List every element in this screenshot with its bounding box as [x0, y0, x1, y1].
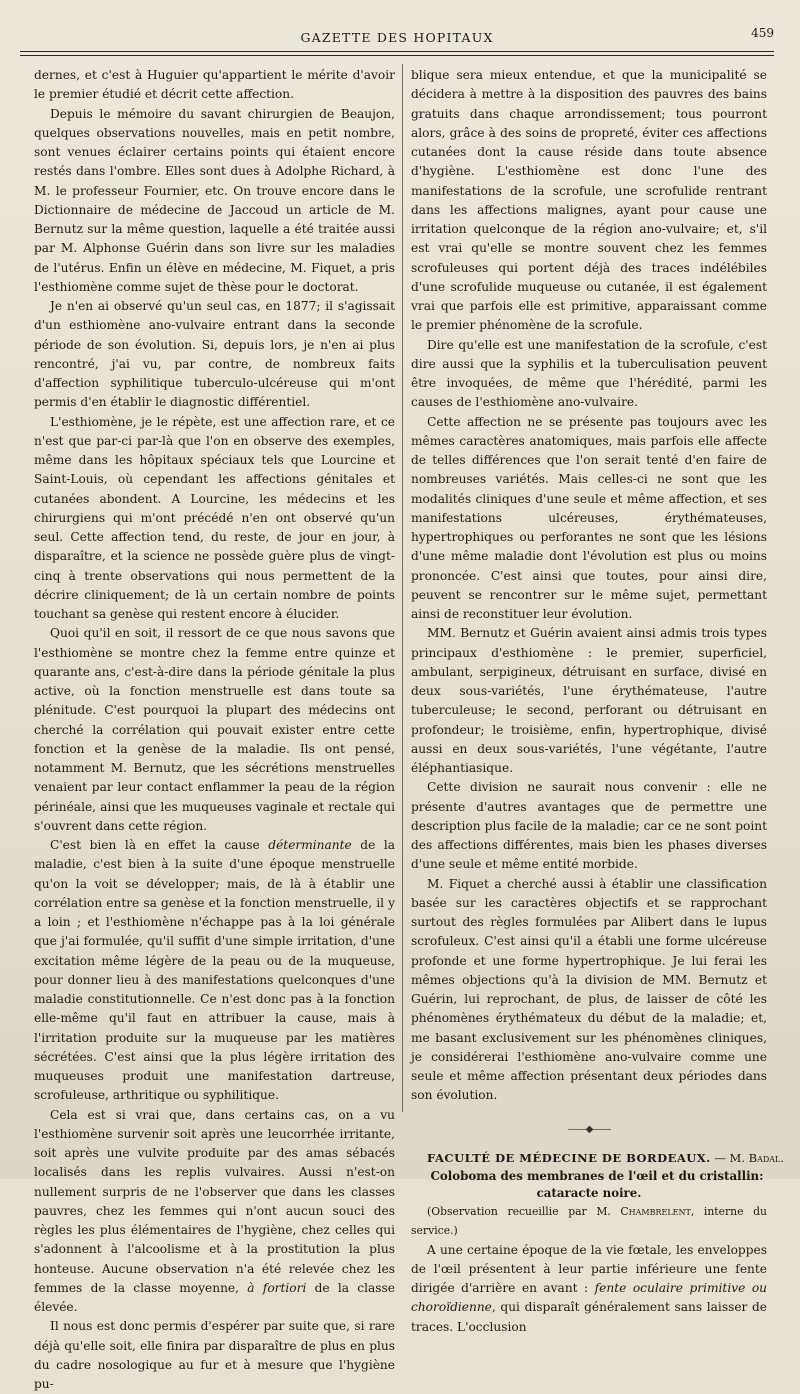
- header-rule: [20, 51, 774, 52]
- author-name: Chambrelent: [620, 1205, 691, 1218]
- paragraph: MM. Bernutz et Guérin avaient ainsi admis trois types principaux d'esthiomène : le premier, superficiel, ambulant, serpigineux, détruisant en surface, divisé en deux sous-variétés, l'une érythémateuse, l'autre tuberculeuse; le second, perforant ou détruisant en profondeur; le troisième, enfin, hypertrophique, divisé aussi en deux sous-variétés, l'une végétante, l'autre éléphantiasique.: [411, 626, 767, 775]
- paragraph: Je n'en ai observé qu'un seul cas, en 1877; il s'agissait d'un esthiomène ano-vulvaire entrant dans la seconde période de son évolution. Si, depuis lors, je n'en ai plus rencontré, j'ai vu, par contre, de nombreux faits d'affection syphilitique tuberculo-ulcéreuse qui m'ont permis d'en établir le diagnostic différentiel.: [34, 299, 395, 410]
- italic-text: fente oculaire primitive ou choroïdienne: [411, 1281, 768, 1315]
- text-run: C'est bien là en effet la cause: [50, 838, 269, 852]
- page-number: 459: [751, 26, 774, 40]
- paragraph: blique sera mieux entendue, et que la municipalité se décidera à mettre à la disposition des pauvres des bains gratuits dans chaque arrondissement; tous pourront alors, grâce à des soins de propreté, éviter ces affections cutanées dont la cause réside dans toute absence d'hygiène. L'esthiomène est donc l'une des manifestations de la scrofule, une scrofulide rentrant dans les affections malignes, ayant pour cause une irritation quelconque de la région ano-vulvaire; et, s'il est vrai qu'elle se montre souvent chez les femmes scrofuleuses qui portent déjà des traces indélébiles d'une scrofulide muqueuse ou cutanée, il est également vrai que parfois elle est primitive, apparaissant comme le premier phénomène de la scrofule.: [411, 68, 767, 333]
- article-title: Coloboma des membranes de l'œil et du cristallin: cataracte noire.: [430, 1169, 764, 1200]
- section-heading: [411, 1149, 785, 1168]
- paragraph: Cette affection ne se présente pas toujours avec les mêmes caractères anatomiques, mais parfois elle affecte de telles différences que l'on serait tenté d'en faire de nombreuses variétés. Mais celles-ci ne sont que les modalités cliniques d'une seule et même affection, et ses manifestations ulcéreuses, érythémateuses, hypertrophiques ou perforantes ne sont que les lésions d'une même maladie dont l'évolution est plus ou moins prononcée. C'est ainsi que toutes, pour ainsi dire, peuvent se rencontrer sur le même sujet, permettant ainsi de reconstituer leur évolution.: [411, 414, 767, 621]
- right-column: [411, 66, 785, 1337]
- faculty-name: FACULTÉ DE MÉDECINE DE BORDEAUX.: [427, 1150, 711, 1165]
- paragraph: L'esthiomène, je le répète, est une affection rare, et ce n'est que par-ci par-là que l'on en observe des exemples, même dans les hôpitaux spéciaux tels que Lourcine et Saint-Louis, où cependant les affections génitales et cutanées abondent. A Lourcine, les médecins et les chirurgiens qui m'ont précédé n'en ont observé qu'un seul. Cette affection tend, du reste, de jour en jour, à disparaître, et la science ne possède guère plus de vingt-cinq à trente observations qui nous permettent de la décrire cliniquement; de là un certain nombre de points touchant sa genèse qui restent encore à élucider.: [34, 414, 395, 621]
- paragraph: [34, 1106, 395, 1318]
- left-column: [34, 66, 395, 1394]
- paragraph: Dire qu'elle est une manifestation de la scrofule, c'est dire aussi que la syphilis et la tuberculisation peuvent être invoquées, de même que l'hérédité, parmi les causes de l'esthiomène ano-vulvaire.: [411, 337, 767, 410]
- page-header: [20, 26, 774, 54]
- text-run: , qui disparaît généralement sans laisser de traces. L'occlusion: [411, 1300, 767, 1334]
- paragraph: Quoi qu'il en soit, il ressort de ce que nous savons que l'esthiomène se montre chez la femme entre quinze et quarante ans, c'est-à-dire dans la période génitale la plus active, où la fonction menstruelle est dans toute sa plénitude. C'est pourquoi la plupart des médecins ont cherché la corrélation qui pouvait exister entre cette fonction et la genèse de la maladie. Ils ont pensé, notamment M. Bernutz, que les sécrétions menstruelles venaient par leur contact enflammer la peau de la région périnéale, ainsi que les muqueuses vaginale et rectale qui s'ouvrent dans cette région.: [34, 626, 395, 833]
- running-title: GAZETTE DES HOPITAUX: [300, 30, 494, 45]
- paragraph: M. Fiquet a cherché aussi à établir une classification basée sur les caractères objectifs et se rapprochant surtout des règles formulées par Alibert dans le lupus scrofuleux. C'est ainsi qu'il a établi une forme ulcéreuse profonde et une forme hypertrophique. Je lui ferai les mêmes objections qu'à la division de MM. Bernutz et Guérin, lui reprochant, de plus, de laisser de côté les phénomènes érythémateux du début de la maladie; et, me basant exclusivement sur les phénomènes cliniques, je considérerai l'esthiomène ano-vulvaire comme une seule et même affection présentant deux périodes dans son évolution.: [411, 876, 767, 1103]
- text-run: (Observation recueillie par M.: [427, 1205, 621, 1218]
- header-rule-thin: [20, 55, 774, 56]
- paragraph: Depuis le mémoire du savant chirurgien de Beaujon, quelques observations nouvelles, mais en petit nombre, sont venues éclairer certains points qui étaient encore restés dans l'ombre. Elles sont dues à Adolphe Richard, à M. le professeur Fournier, etc. On trouve encore dans le Dictionnaire de médecine de Jaccoud un article de M. Bernutz sur la même question, laquelle a été traitée aussi par M. Alphonse Guérin dans son livre sur les maladies de l'utérus. Enfin un élève en médecine, M. Fiquet, a pris l'esthiomène comme sujet de thèse pour le doctorat.: [34, 106, 395, 294]
- professor-name: — M. Badal.: [710, 1150, 785, 1165]
- section-ornament: ——◆——: [567, 1123, 611, 1135]
- text-run: de la classe élevée.: [34, 1280, 396, 1314]
- italic-text: à fortiori: [247, 1280, 307, 1295]
- paragraph: Il nous est donc permis d'espérer par suite que, si rare déjà qu'elle soit, elle finira par disparaître de plus en plus du cadre nosologique au fur et à mesure que l'hygiène pu-: [34, 1319, 395, 1391]
- paragraph: [411, 1241, 767, 1337]
- paragraph: [34, 836, 395, 1106]
- text-run: , interne du service.): [411, 1205, 767, 1238]
- column-divider: [402, 64, 403, 1112]
- article-note: [411, 1202, 767, 1241]
- italic-text: déterminante: [268, 838, 352, 852]
- text-run: de la maladie, c'est bien à la suite d'une époque menstruelle qu'on la voit se développer; mais, de là à établir une corrélation entre sa genèse et la fonction menstruelle, il y a loin ; et l'esthiomène n'échappe pas à la loi générale que j'ai formulée, qu'il suffit d'une simple irritation, d'une excitation même légère de la peau ou de la muqueuse, pour donner lieu à des manifestations quelconques d'une maladie constitutionnelle. Ce n'est donc pas à la fonction elle-même qu'il faut en attribuer la cause, mais à l'irritation produite sur la muqueuse par les matières sécrétées. C'est ainsi que la plus légère irritation des muqueuses produit une manifestation dartreuse, scrofuleuse, arthritique ou syphilitique.: [34, 838, 395, 1103]
- paragraph: dernes, et c'est à Huguier qu'appartient le mérite d'avoir le premier étudié et décrit cette affection.: [34, 68, 395, 102]
- text-run: Cela est si vrai que, dans certains cas, on a vu l'esthiomène survenir soit après une leucorrhée irritante, soit après une vulvite produite par des amas sébacés localisés dans les replis vulvaires. Aussi n'est-on nullement surpris de ne l'observer que dans les classes pauvres, chez les femmes qui n'ont aucun souci des règles les plus élémentaires de l'hygiène, chez celles qui s'adonnent à l'alcoolisme et à la prostitution la plus honteuse. Aucune observation n'a été relevée chez les femmes de la classe moyenne,: [34, 1107, 395, 1295]
- paragraph: Cette division ne saurait nous convenir : elle ne présente d'autres avantages que de permettre une description plus facile de la maladie; car ce ne sont point des affections différentes, mais bien les phases diverses d'une seule et même entité morbide.: [411, 780, 767, 872]
- text-run: A une certaine époque de la vie fœtale, les enveloppes de l'œil présentent à leur partie inférieure une fente dirigée d'arrière en avant :: [411, 1242, 767, 1295]
